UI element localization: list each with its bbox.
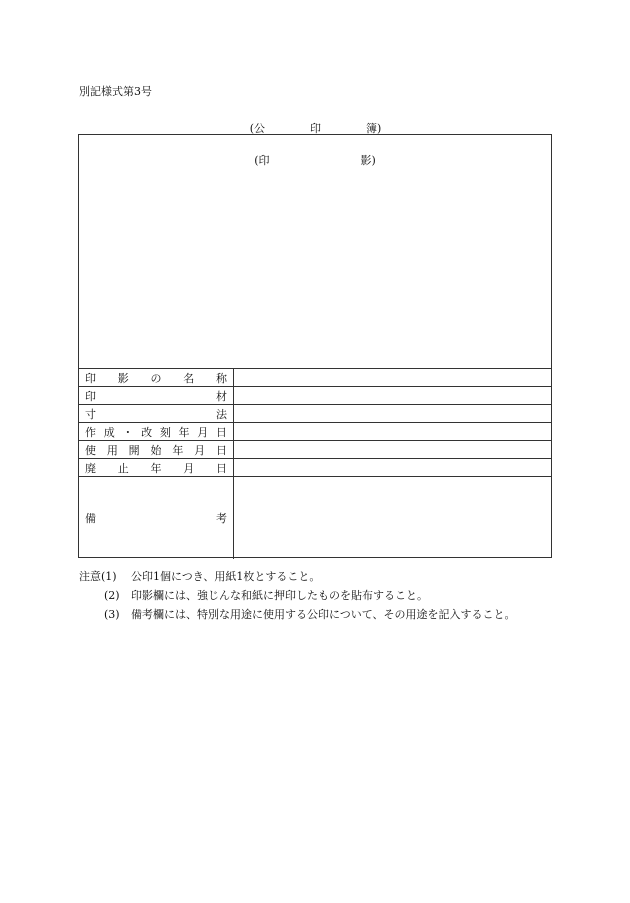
label-char: 使 xyxy=(85,443,96,457)
label-char: 開 xyxy=(128,443,140,457)
label-char: 備 xyxy=(85,512,96,525)
row-value-field[interactable] xyxy=(234,441,551,458)
label-char: 名 xyxy=(183,371,195,385)
row-label xyxy=(79,423,234,440)
note-item xyxy=(79,605,516,624)
label-char: 日 xyxy=(215,425,227,439)
row-remarks xyxy=(79,477,551,559)
label-char: 止 xyxy=(117,461,129,475)
label-char: 日 xyxy=(216,461,227,475)
label-char: 刻 xyxy=(159,425,171,439)
note-text: 印影欄には、強じんな和紙に押印したものを貼布すること。 xyxy=(131,589,428,602)
label-char: ・ xyxy=(122,425,134,439)
note-item xyxy=(79,567,516,586)
row-value-field[interactable] xyxy=(234,459,551,476)
notes-heading: 注意 xyxy=(79,570,101,583)
row-label xyxy=(79,387,234,404)
seal-impression-area[interactable] xyxy=(79,135,551,369)
label-char: 寸 xyxy=(85,407,96,421)
row-seal-name xyxy=(79,369,551,387)
row-label xyxy=(79,405,234,422)
row-value-field[interactable] xyxy=(234,369,551,386)
register-table xyxy=(78,134,552,558)
label-char: 印 xyxy=(85,389,96,403)
title-char: 印 xyxy=(310,122,321,135)
note-number-text: (1) xyxy=(101,570,117,583)
row-abolished-date xyxy=(79,459,551,477)
label-char: 成 xyxy=(103,425,115,439)
notes-section xyxy=(79,567,516,624)
seal-label-char: (印 xyxy=(254,154,270,167)
row-label xyxy=(79,477,234,559)
register-rows xyxy=(79,369,551,559)
label-char: 印 xyxy=(85,371,96,385)
label-char: 称 xyxy=(216,371,227,385)
label-char: 始 xyxy=(150,443,162,457)
note-text: 備考欄には、特別な用途に使用する公印について、その用途を記入すること。 xyxy=(131,608,516,621)
row-label xyxy=(79,369,234,386)
row-created-date xyxy=(79,423,551,441)
label-char: 年 xyxy=(172,443,184,457)
form-number: 別記様式第3号 xyxy=(79,85,152,98)
label-char: 用 xyxy=(106,443,118,457)
note-item xyxy=(79,586,516,605)
seal-impression-label xyxy=(79,152,551,168)
label-char: 年 xyxy=(150,461,162,475)
row-value-field[interactable] xyxy=(234,405,551,422)
title-char: (公 xyxy=(249,122,265,135)
row-dimensions xyxy=(79,405,551,423)
label-char: 廃 xyxy=(85,461,96,475)
label-char: の xyxy=(150,371,162,385)
row-label xyxy=(79,441,234,458)
row-value-field[interactable] xyxy=(234,387,551,404)
label-char: 月 xyxy=(183,461,195,475)
label-char: 影 xyxy=(117,371,129,385)
label-char: 考 xyxy=(216,512,227,525)
note-number: (2) xyxy=(104,589,120,602)
label-char: 月 xyxy=(194,443,206,457)
row-material xyxy=(79,387,551,405)
remarks-field[interactable] xyxy=(234,477,551,559)
label-char: 改 xyxy=(141,425,153,439)
label-char: 法 xyxy=(216,407,227,421)
label-char: 作 xyxy=(85,425,96,439)
title-char: 簿) xyxy=(366,122,382,135)
row-label xyxy=(79,459,234,476)
note-number: (3) xyxy=(104,608,120,621)
label-char: 年 xyxy=(178,425,190,439)
note-text: 公印1個につき、用紙1枚とすること。 xyxy=(131,570,321,583)
row-start-date xyxy=(79,441,551,459)
row-value-field[interactable] xyxy=(234,423,551,440)
note-number xyxy=(79,567,131,586)
label-char: 月 xyxy=(197,425,209,439)
label-char: 材 xyxy=(216,389,227,403)
seal-label-char: 影) xyxy=(360,154,376,167)
label-char: 日 xyxy=(215,443,227,457)
